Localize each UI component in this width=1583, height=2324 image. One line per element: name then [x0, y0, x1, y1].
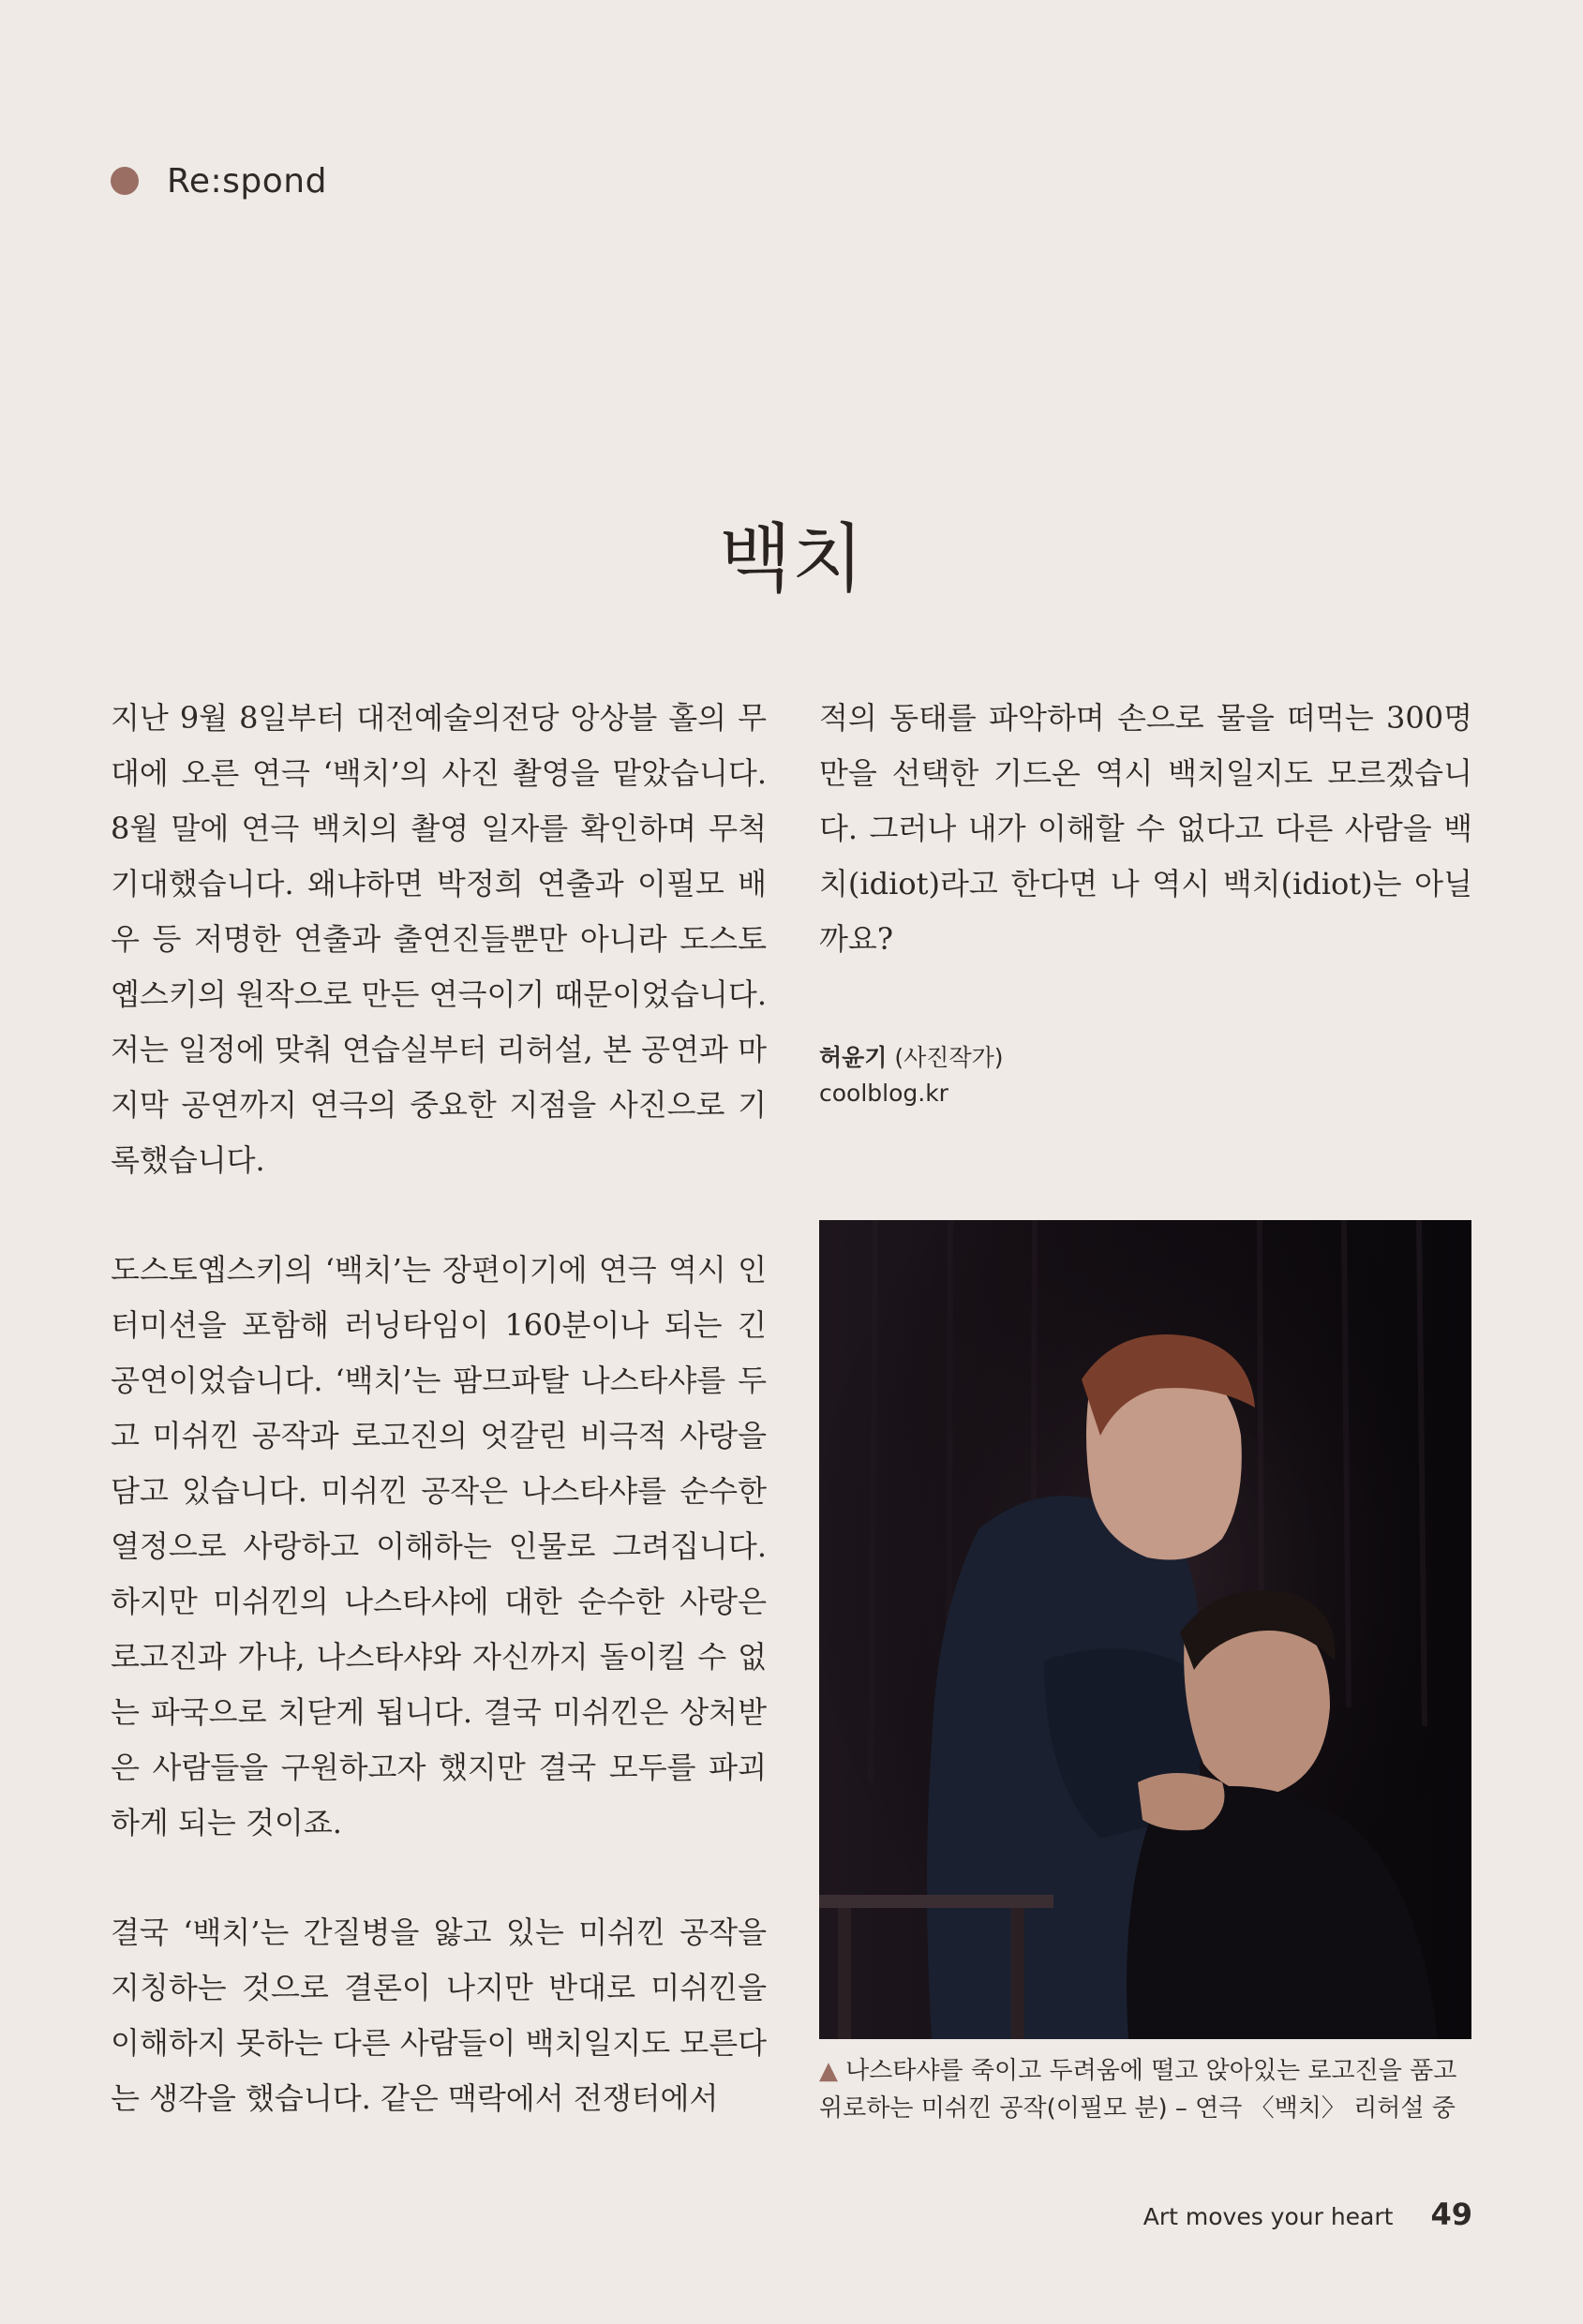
section-label: Re:spond — [167, 161, 327, 201]
footer-tagline: Art moves your heart — [1142, 2203, 1394, 2230]
author-name: 허윤기 — [819, 1044, 888, 1071]
page-footer — [1143, 2197, 1472, 2232]
author-website: coolblog.kr — [819, 1080, 948, 1107]
article-paragraph: 지난 9월 8일부터 대전예술의전당 앙상블 홀의 무대에 오른 연극 ‘백치’의 사진 촬영을 맡았습니다. 8월 말에 연극 백치의 촬영 일자를 확인하며 무척 기대했습니다. 왜냐하면 박정희 연출과 이필모 배우 등 저명한 연출과 출연진들뿐만 아니라 도스토옙스키의 원작으로 만든 연극이기 때문이었습니다. 저는 일정에 맞춰 연습실부터 리허설, 본 공연과 마지막 공연까지 연극의 중요한 지점을 사진으로 기록했습니다. — [111, 700, 768, 1178]
article-column-left — [111, 691, 767, 2181]
caption-triangle-icon: ▲ — [819, 2057, 838, 2085]
stage-photo-icon — [819, 1220, 1471, 2039]
article-paragraph-continued: 적의 동태를 파악하며 손으로 물을 떠먹는 300명만을 선택한 기드온 역시 백치일지도 모르겠습니다. 그러나 내가 이해할 수 없다고 다른 사람을 백치(idiot)라고 한다면 나 역시 백치(idiot)는 아닐까요? — [819, 700, 1472, 957]
photo-caption — [819, 2052, 1475, 2127]
author-credit — [819, 1040, 1004, 1111]
section-dot-icon — [111, 167, 139, 195]
section-tag — [111, 157, 327, 204]
article-paragraph: 결국 ‘백치’는 간질병을 앓고 있는 미쉬낀 공작을 지칭하는 것으로 결론이 나지만 반대로 미쉬낀을 이해하지 못하는 다른 사람들이 백치일지도 모른다는 생각을 했습니다. 같은 맥락에서 전쟁터에서 — [111, 1914, 768, 2116]
article-title: 백치 — [719, 514, 864, 603]
caption-text: 나스타샤를 죽이고 두려움에 떨고 앉아있는 로고진을 품고 위로하는 미쉬낀 공작(이필모 분) – 연극 〈백치〉 리허설 중 — [819, 2057, 1457, 2123]
author-role: (사진작가) — [894, 1044, 1004, 1071]
article-column-right — [819, 691, 1472, 967]
article-paragraph: 도스토옙스키의 ‘백치’는 장편이기에 연극 역시 인터미션을 포함해 러닝타임이 160분이나 되는 긴 공연이었습니다. ‘백치’는 팜므파탈 나스타샤를 두고 미쉬낀 공작과 로고진의 엇갈린 비극적 사랑을 담고 있습니다. 미쉬낀 공작은 나스타샤를 순수한 열정으로 사랑하고 이해하는 인물로 그려집니다. 하지만 미쉬낀의 나스타샤에 대한 순수한 사랑은 로고진과 가냐, 나스타샤와 자신까지 돌이킬 수 없는 파국으로 치닫게 됩니다. 결국 미쉬낀은 상처받은 사람들을 구원하고자 했지만 결국 모두를 파괴하게 되는 것이죠. — [111, 1252, 767, 1840]
page-number: 49 — [1430, 2197, 1472, 2232]
